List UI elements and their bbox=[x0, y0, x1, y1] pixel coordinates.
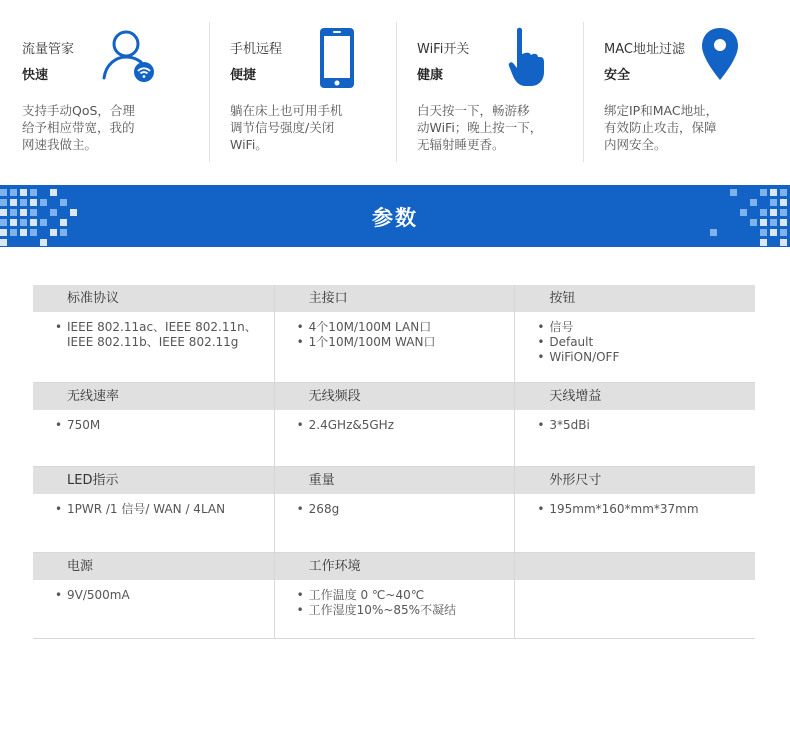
param-value: 4个10M/100M LAN口 bbox=[308, 320, 432, 334]
table-row bbox=[33, 285, 755, 383]
param-value: 2.4GHz&5GHz bbox=[308, 418, 394, 432]
feature-title: WiFi开关 bbox=[417, 42, 470, 57]
list-item: • 750M bbox=[55, 418, 101, 432]
param-values bbox=[275, 312, 515, 382]
param-cell bbox=[514, 285, 755, 382]
param-label: 外形尺寸 bbox=[515, 467, 755, 494]
list-item: • 9V/500mA bbox=[55, 588, 130, 602]
param-value: 1个10M/100M WAN口 bbox=[308, 335, 436, 349]
param-value: 工作温度 0 ℃~40℃ bbox=[308, 588, 425, 602]
list-item: • 1PWR /1 信号/ WAN / 4LAN bbox=[55, 502, 226, 516]
list-item: • 3*5dBi bbox=[537, 418, 590, 432]
param-value: 工作湿度10%~85%不凝结 bbox=[308, 603, 457, 617]
param-value: 信号 bbox=[549, 320, 574, 334]
param-value: 1PWR /1 信号/ WAN / 4LAN bbox=[67, 502, 226, 516]
param-value: 750M bbox=[67, 418, 101, 432]
feature-title: 手机远程 bbox=[230, 42, 283, 57]
features-row bbox=[22, 22, 770, 162]
param-values bbox=[275, 494, 515, 552]
mobile-phone-icon bbox=[308, 26, 368, 86]
param-label: 无线速率 bbox=[33, 383, 274, 410]
param-value: IEEE 802.11ac、IEEE 802.11n、 IEEE 802.11b、IEEE 802.11g bbox=[67, 320, 257, 349]
param-label: 重量 bbox=[275, 467, 515, 494]
param-label: 主接口 bbox=[275, 285, 515, 312]
param-cell-empty bbox=[514, 553, 755, 638]
feature-subtitle: 便捷 bbox=[230, 68, 257, 83]
param-values bbox=[515, 580, 755, 638]
feature-description: 绑定IP和MAC地址， 有效防止攻击，保障 内网安全。 bbox=[604, 103, 719, 152]
table-row bbox=[33, 553, 755, 639]
feature-wifi-switch bbox=[396, 22, 583, 162]
list-item: • 信号 bbox=[537, 320, 574, 334]
param-cell bbox=[274, 383, 515, 466]
feature-title: 流量管家 bbox=[22, 42, 75, 57]
feature-title: MAC地址过滤 bbox=[604, 42, 685, 57]
param-cell bbox=[33, 383, 274, 466]
param-values bbox=[515, 410, 755, 466]
param-label: LED指示 bbox=[33, 467, 274, 494]
param-values bbox=[33, 494, 274, 552]
list-item: • Default bbox=[537, 335, 594, 349]
list-item: • 195mm*160*mm*37mm bbox=[537, 502, 699, 516]
param-value: 268g bbox=[308, 502, 340, 516]
list-item: • 268g bbox=[296, 502, 340, 516]
param-cell bbox=[33, 467, 274, 552]
param-label: 电源 bbox=[33, 553, 274, 580]
list-item: • WiFiON/OFF bbox=[537, 350, 620, 364]
feature-description: 支持手动QoS，合理 给予相应带宽，我的 网速我做主。 bbox=[22, 103, 135, 152]
param-cell bbox=[33, 553, 274, 638]
param-values bbox=[275, 410, 515, 466]
param-value: WiFiON/OFF bbox=[549, 350, 620, 364]
param-label: 工作环境 bbox=[275, 553, 515, 580]
feature-mobile-remote bbox=[209, 22, 396, 162]
param-value: 195mm*160*mm*37mm bbox=[549, 502, 699, 516]
feature-subtitle: 健康 bbox=[417, 68, 444, 83]
param-cell bbox=[514, 467, 755, 552]
param-values bbox=[515, 494, 755, 552]
feature-subtitle: 安全 bbox=[604, 68, 631, 83]
list-item: • 工作湿度10%~85%不凝结 bbox=[296, 603, 457, 617]
list-item: • IEEE 802.11ac、IEEE 802.11n、 IEEE 802.11b、IEEE 802.11g bbox=[55, 320, 257, 349]
feature-traffic-manager bbox=[22, 22, 209, 162]
table-row bbox=[33, 467, 755, 553]
feature-description: 白天按一下，畅游移 动WiFi；晚上按一下， 无辐射睡更香。 bbox=[417, 103, 543, 152]
banner-title: 参数 bbox=[372, 206, 418, 230]
param-cell bbox=[274, 553, 515, 638]
list-item: • 工作温度 0 ℃~40℃ bbox=[296, 588, 425, 602]
feature-subtitle: 快速 bbox=[22, 68, 49, 83]
feature-description: 躺在床上也可用手机 调节信号强度/关闭 WiFi。 bbox=[230, 103, 343, 152]
param-values bbox=[515, 312, 755, 382]
param-values bbox=[33, 580, 274, 638]
param-cell bbox=[274, 285, 515, 382]
list-item: • 1个10M/100M WAN口 bbox=[296, 335, 436, 349]
param-cell bbox=[33, 285, 274, 382]
param-cell bbox=[274, 467, 515, 552]
param-label: 按钮 bbox=[515, 285, 755, 312]
param-label bbox=[515, 553, 755, 580]
hand-tap-icon bbox=[495, 26, 555, 86]
param-label: 无线频段 bbox=[275, 383, 515, 410]
table-row bbox=[33, 383, 755, 467]
param-values bbox=[275, 580, 515, 638]
parameters-table bbox=[33, 285, 755, 639]
param-values bbox=[33, 312, 274, 382]
user-wifi-icon bbox=[100, 26, 160, 86]
list-item: • 2.4GHz&5GHz bbox=[296, 418, 394, 432]
param-values bbox=[33, 410, 274, 466]
feature-mac-filter bbox=[583, 22, 770, 162]
list-item: • 4个10M/100M LAN口 bbox=[296, 320, 432, 334]
param-label: 天线增益 bbox=[515, 383, 755, 410]
param-label: 标准协议 bbox=[33, 285, 274, 312]
param-value: 3*5dBi bbox=[549, 418, 590, 432]
parameters-banner bbox=[0, 185, 790, 247]
location-pin-icon bbox=[700, 26, 760, 86]
param-value: Default bbox=[549, 335, 594, 349]
param-cell bbox=[514, 383, 755, 466]
param-value: 9V/500mA bbox=[67, 588, 130, 602]
